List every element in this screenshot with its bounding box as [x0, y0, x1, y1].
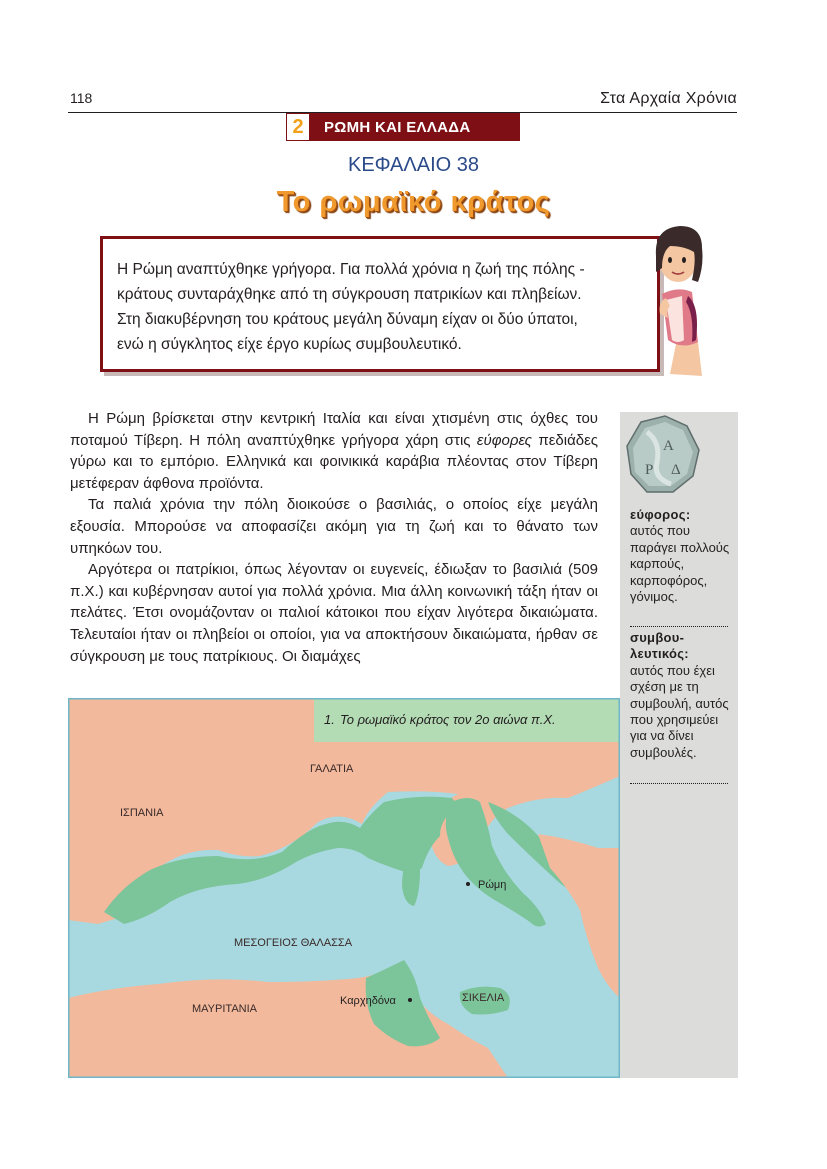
body-p1-start: Η Ρώμη βρίσκεται στην κεντρική Ιταλία και είναι χτισμένη στις όχθες του ποταμού Τίβερη. Η πόλη αναπτύχθηκε γρήγορα χάρη στις [70, 410, 598, 449]
intro-box [100, 236, 660, 372]
coin-letter: Δ [671, 462, 681, 478]
glossary-definition: αυτός που παράγει πολλούς καρπούς, καρποφόρος, γόνιμος. [630, 523, 730, 605]
label-ispania: ΙΣΠΑΝΙΑ [120, 807, 164, 819]
emphasis-euforos: εύφορες [476, 431, 532, 449]
body-paragraph: Τα παλιά χρόνια την πόλη διοικούσε ο βασιλιάς, ο οποίος είχε μεγάλη εξουσία. Μπορούσε να αποφασίζει ακόμη για τη ζωή και το θάνατο των υπηκόων του. [70, 496, 598, 557]
section-title: ΡΩΜΗ ΚΑΙ ΕΛΛΑΔΑ [310, 113, 520, 141]
body-paragraph [70, 408, 598, 494]
glossary-term: εύφορος: [630, 507, 691, 522]
glossary-term: συμβου- [630, 630, 685, 645]
label-galatia: ΓΑΛΑΤΙΑ [310, 763, 354, 775]
coin-letter: Α [663, 438, 674, 454]
map-caption-number: 1. [324, 712, 335, 727]
glossary-entry [630, 630, 730, 761]
running-header: Στα Αρχαία Χρόνια [600, 90, 737, 107]
glossary-term: λευτικός: [630, 646, 689, 662]
label-carthage: Καρχηδόνα [340, 995, 396, 1007]
intro-line: Η Ρώμη αναπτύχθηκε γρήγορα. Για πολλά χρόνια η ζωή της πόλης - [117, 261, 585, 278]
chapter-title: Το ρωμαϊκό κράτος [276, 186, 551, 218]
coin-icon [621, 412, 705, 498]
glossary-entry [630, 507, 730, 605]
intro-line: ενώ η σύγκλητος είχε έργο κυρίως συμβουλευτικό. [117, 336, 462, 353]
chapter-label: ΚΕΦΑΛΑΙΟ 38 [347, 154, 479, 176]
carthage-marker [408, 998, 412, 1002]
glossary-divider [630, 626, 728, 627]
section-badge [286, 113, 520, 141]
intro-line: Στη διακυβέρνηση του κράτους μεγάλη δύναμη είχαν οι δύο ύπατοι, [117, 311, 578, 328]
label-rome: Ρώμη [478, 879, 507, 891]
body-paragraph: Αργότερα οι πατρίκιοι, όπως λέγονταν οι ευγενείς, έδιωξαν το βασιλιά (509 π.Χ.) και κυβέρνησαν αυτοί για πολλά χρόνια. Μια άλλη κοινωνική τάξη ήταν οι πελάτες. Έτσι ονομάζονταν οι παλιοί κάτοικοι που είχαν λιγότερα δικαιώματα. Τελευταίοι ήταν οι πληβείοι οι οποίοι, για να αποκτήσουν δικαιώματα, ήρθαν σε σύγκρουση με τους πατρίκιους. Οι διαμάχες [70, 561, 598, 665]
coin-letter: Ρ [645, 462, 654, 478]
label-mauritania: ΜΑΥΡΙΤΑΝΙΑ [192, 1003, 257, 1015]
label-sicily: ΣΙΚΕΛΙΑ [462, 992, 505, 1004]
glossary-definition: αυτός που έχει σχέση με τη συμβουλή, αυτός που χρησιμεύει για να δίνει συμβουλές. [630, 662, 729, 760]
roman-state-map [68, 698, 620, 1078]
page-number: 118 [70, 90, 93, 106]
glossary-divider [630, 783, 728, 784]
body-text [70, 408, 598, 667]
intro-line: κράτους συνταράχθηκε από τη σύγκρουση πατρικίων και πληβείων. [117, 286, 582, 303]
body-p1-end: πεδιάδες γύρω και το εμπόριο. Ελληνικά και φοινικικά καράβια πλέοντας στον Τίβερη μετέφεραν άφθονα προϊόντα. [70, 431, 599, 492]
section-number: 2 [286, 113, 310, 141]
girl-illustration [648, 222, 708, 382]
rome-marker [466, 882, 470, 886]
map-caption: Το ρωμαϊκό κράτος τον 2ο αιώνα π.Χ. [340, 712, 556, 727]
label-mediterranean: ΜΕΣΟΓΕΙΟΣ ΘΑΛΑΣΣΑ [234, 937, 353, 949]
